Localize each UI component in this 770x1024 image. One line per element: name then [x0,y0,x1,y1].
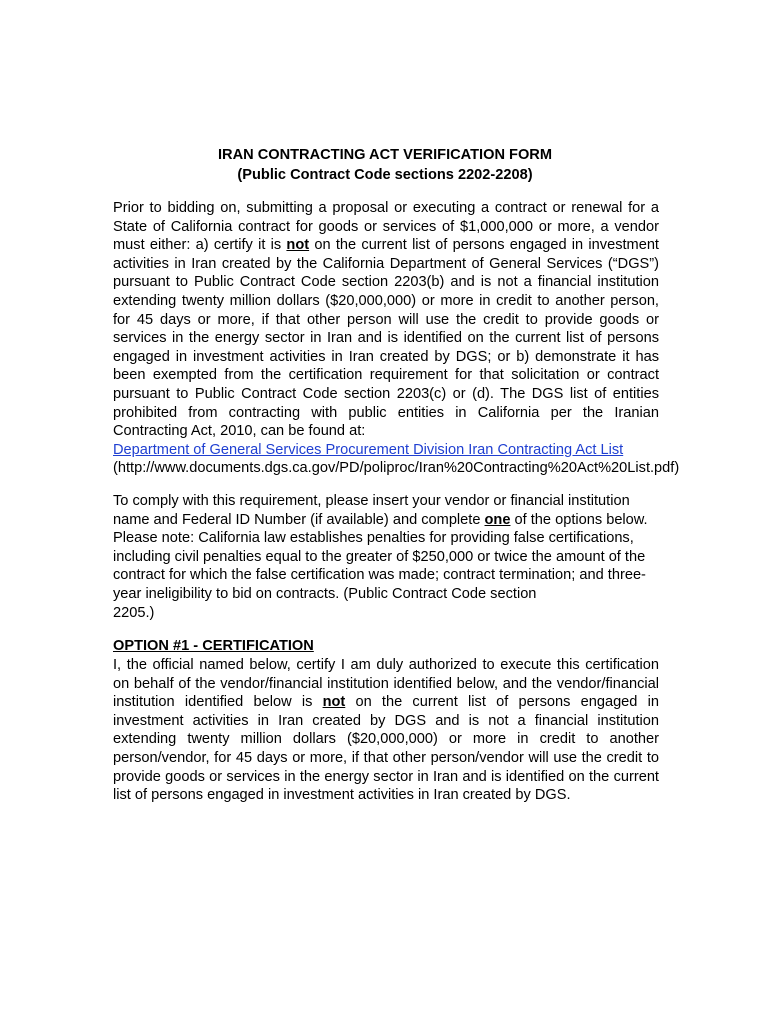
option1-emphasis-not: not [322,694,346,711]
compliance-text-c: 2205.) [113,604,155,621]
compliance-emphasis-one: one [484,511,511,528]
option1-text-a: I, the official named below, certify I am duly authorized to execute this certification on behalf of the vendor/financial institution identified below, and the vendor/financial institution identified below is [113,657,659,711]
intro-text-a: Prior to bidding on, submitting a proposal or executing a contract or renewal for a State of California contract for goods or services of $1,000,000 or more, a vendor must either: a) certify it is [113,200,659,254]
intro-paragraph [113,199,680,478]
intro-emphasis-not: not [286,237,310,254]
compliance-text-a: To comply with this requirement, please insert your vendor or financial institution name and Federal ID Number (if available) and complete [113,493,630,528]
option1-heading: OPTION #1 - CERTIFICATION [113,638,314,654]
intro-text-b: on the current list of persons engaged in investment activities in Iran created by the California Department of General Services (“DGS”) pursuant to Public Contract Code section 2203(b) and is not a financial institution extending twenty million dollars ($20,000,000) or more in credit to another person, for 45 days or more, if that other person will use the credit to provide goods or services in the energy sector in Iran and is identified on the current list of persons engaged in investment activities in Iran created by DGS; or b) demonstrate it has been exempted from the certification requirement for that solicitation or contract pursuant to Public Contract Code section 2203(c) or (d). The DGS list of entities prohibited from contracting with public entities in California per the Iranian Contracting Act, 2010, can be found at: [113,237,659,440]
compliance-paragraph [113,492,659,622]
compliance-text-b: of the options below. Please note: California law establishes penalties for providing false certifications, including civil penalties equal to the greater of $250,000 or twice the amount of the contract for which the false certification was made; contract termination; and three-year ineligibility to bid on contracts. (Public Contract Code section [113,511,648,602]
form-subtitle: (Public Contract Code sections 2202-2208) [237,167,533,183]
option1-paragraph [113,656,659,805]
option1-text-b: on the current list of persons engaged in investment activities in Iran created by DGS and is not a financial institution extending twenty million dollars ($20,000,000) or more in credit to another person/vendor, for 45 days or more, if that other person/vendor will use the credit to provide goods or services in the energy sector in Iran and is identified on the current list of persons engaged in investment activities in Iran created by DGS. [113,694,659,804]
form-title-block [0,145,770,185]
form-title: IRAN CONTRACTING ACT VERIFICATION FORM [217,147,552,163]
dgs-list-link[interactable]: Department of General Services Procurement Division Iran Contracting Act List [113,441,624,458]
dgs-list-url: (http://www.documents.dgs.ca.gov/PD/poliproc/Iran%20Contracting%20Act%20List.pdf) [113,460,680,477]
